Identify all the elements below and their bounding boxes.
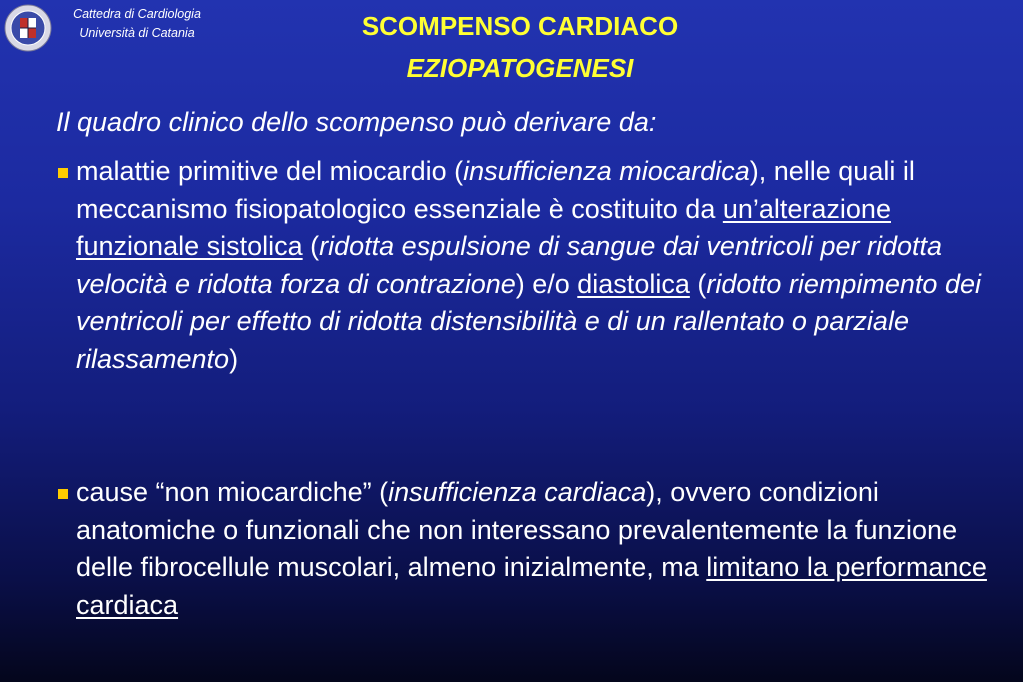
bullet-square-icon — [58, 489, 68, 499]
bullet-2-text: cause “non miocardiche” ( — [76, 477, 389, 507]
bullet-1-text: ( — [302, 231, 320, 261]
bullet-square-icon — [58, 168, 68, 178]
bullet-1-text: ( — [689, 268, 707, 299]
bullet-item-2 — [76, 474, 1006, 624]
institution-line-1: Cattedra di Cardiologia — [73, 7, 201, 21]
bullet-1-text: ), nelle quali il meccanismo fisiopatologico essenziale è costituito da — [76, 156, 915, 224]
bullet-1-underlined-term: un’alterazione funzionale sistolica — [76, 193, 891, 261]
bullet-2-underlined-term: limitano la performance cardiaca — [76, 552, 987, 620]
slide-subtitle: EZIOPATOGENESI — [406, 53, 634, 83]
bullet-1-explanation: ridotto riempimento dei ventricoli per effetto di ridotta distensibilità e di un rallentato o parziale rilassamento — [76, 268, 981, 374]
bullet-1-text: malattie primitive del miocardio ( — [76, 156, 464, 186]
intro-text: Il quadro clinico dello scompenso può derivare da: — [56, 107, 657, 137]
bullet-1-underlined-term: diastolica — [577, 268, 690, 299]
bullet-item-1 — [76, 153, 1006, 378]
institution-label — [56, 5, 218, 43]
slide-title: SCOMPENSO CARDIACO — [361, 11, 679, 41]
bullet-1-explanation: ridotta espulsione di sangue dai ventricoli per ridotta velocità e ridotta forza di contrazione — [76, 231, 943, 299]
bullet-2-text: ), ovvero condizioni anatomiche o funzionali che non interessano prevalentemente la funzione delle fibrocellule muscolari, almeno inizialmente, ma — [76, 477, 958, 582]
university-seal-icon — [4, 4, 52, 52]
institution-line-2: Università di Catania — [79, 26, 195, 40]
bullet-1-text: ) — [229, 343, 239, 374]
bullet-1-term: insufficienza miocardica — [463, 156, 750, 186]
bullet-2-term: insufficienza cardiaca — [388, 477, 647, 507]
bullet-1-text: ) e/o — [515, 268, 578, 299]
